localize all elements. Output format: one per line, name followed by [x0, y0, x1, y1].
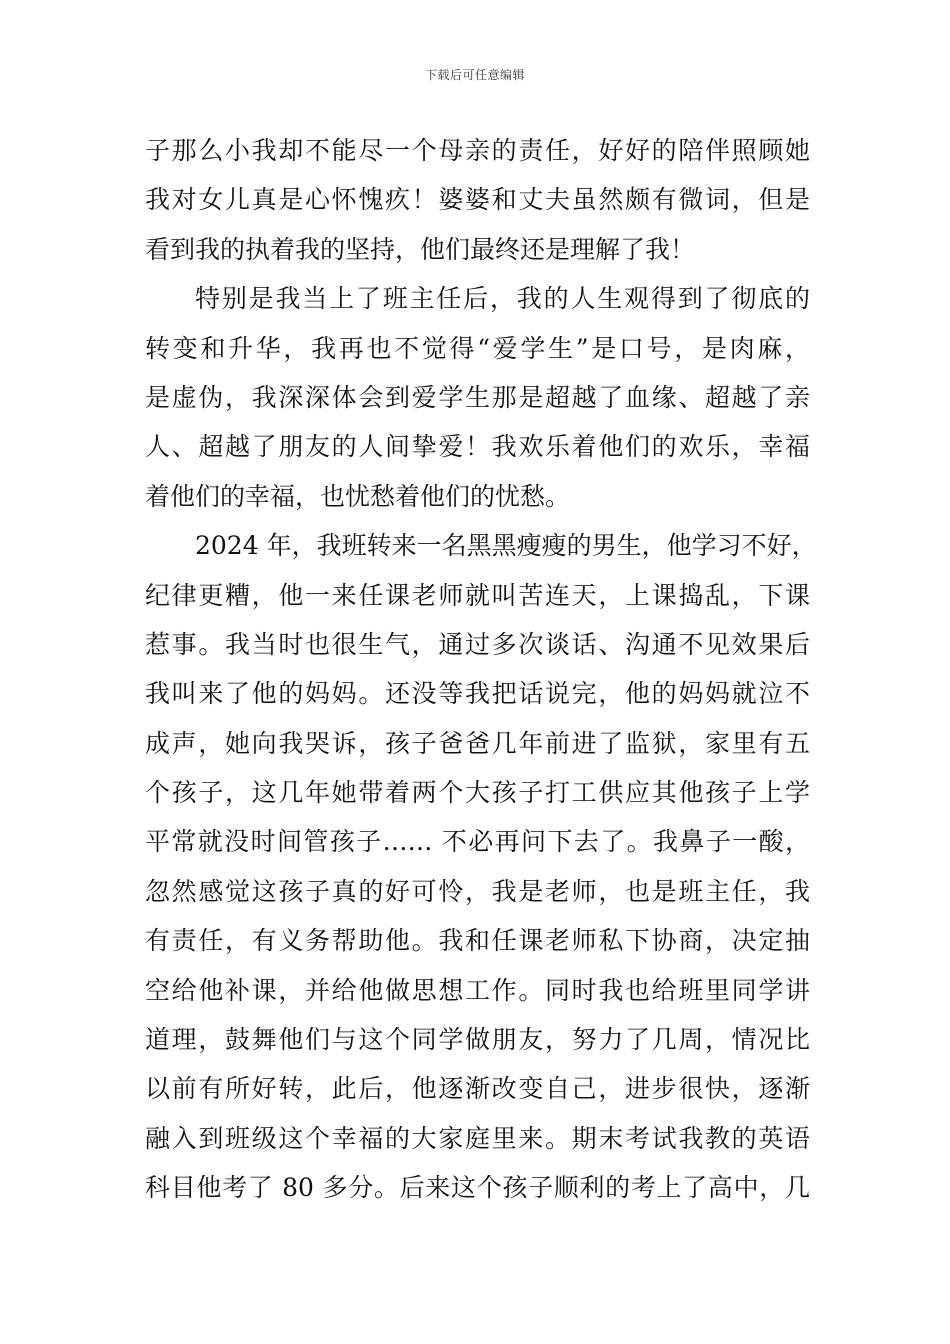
paragraph-line: 以前有所好转，此后，他逐渐改变自己，进步很快，逐渐 — [145, 1074, 810, 1104]
paragraph-line: 2024 年，我班转来一名黑黑瘦瘦的男生，他学习不好， — [195, 531, 817, 561]
paragraph-line: 是虚伪，我深深体会到爱学生那是超越了血缘、超越了亲 — [145, 382, 810, 412]
paragraph-line: 空给他补课，并给他做思想工作。同时我也给班里同学讲 — [145, 975, 810, 1005]
paragraph-line: 忽然感觉这孩子真的好可怜，我是老师，也是班主任，我 — [145, 876, 810, 906]
paragraph-line: 看到我的执着我的坚持，他们最终还是理解了我！ — [145, 234, 696, 264]
paragraph-line: 着他们的幸福，也忧愁着他们的忧愁。 — [145, 481, 571, 511]
document-body — [145, 126, 817, 1213]
paragraph-line: 子那么小我却不能尽一个母亲的责任，好好的陪伴照顾她 — [145, 136, 810, 165]
paragraph-line: 我叫来了他的妈妈。还没等我把话说完，他的妈妈就泣不 — [145, 679, 810, 709]
paragraph-line: 有责任，有义务帮助他。我和任课老师私下协商，决定抽 — [145, 926, 810, 956]
paragraph-line: 成声，她向我哭诉，孩子爸爸几年前进了监狱，家里有五 — [145, 728, 810, 758]
page-header: 下载后可任意编辑 — [424, 68, 525, 82]
paragraph-line: 科目他考了 80 多分。后来这个孩子顺利的考上了高中，几 — [145, 1173, 810, 1203]
paragraph-line: 纪律更糟，他一来任课老师就叫苦连天，上课捣乱，下课 — [145, 580, 810, 610]
paragraph-line: 惹事。我当时也很生气，通过多次谈话、沟通不见效果后 — [145, 629, 810, 659]
paragraph-line: 转变和升华，我再也不觉得“爱学生”是口号，是肉麻， — [145, 333, 810, 363]
paragraph-line: 我对女儿真是心怀愧疚！婆婆和丈夫虽然颇有微词，但是 — [145, 185, 810, 215]
paragraph-line: 特别是我当上了班主任后，我的人生观得到了彻底的 — [195, 284, 810, 314]
paragraph-line: 人、超越了朋友的人间挚爱！我欢乐着他们的欢乐，幸福 — [145, 432, 810, 462]
paragraph-line: 融入到班级这个幸福的大家庭里来。期末考试我教的英语 — [145, 1123, 810, 1153]
paragraph-line: 道理，鼓舞他们与这个同学做朋友，努力了几周，情况比 — [145, 1025, 810, 1055]
paragraph-line: 个孩子，这几年她带着两个大孩子打工供应其他孩子上学 — [145, 778, 810, 808]
paragraph-line: 平常就没时间管孩子…… 不必再问下去了。我鼻子一酸， — [145, 827, 810, 857]
